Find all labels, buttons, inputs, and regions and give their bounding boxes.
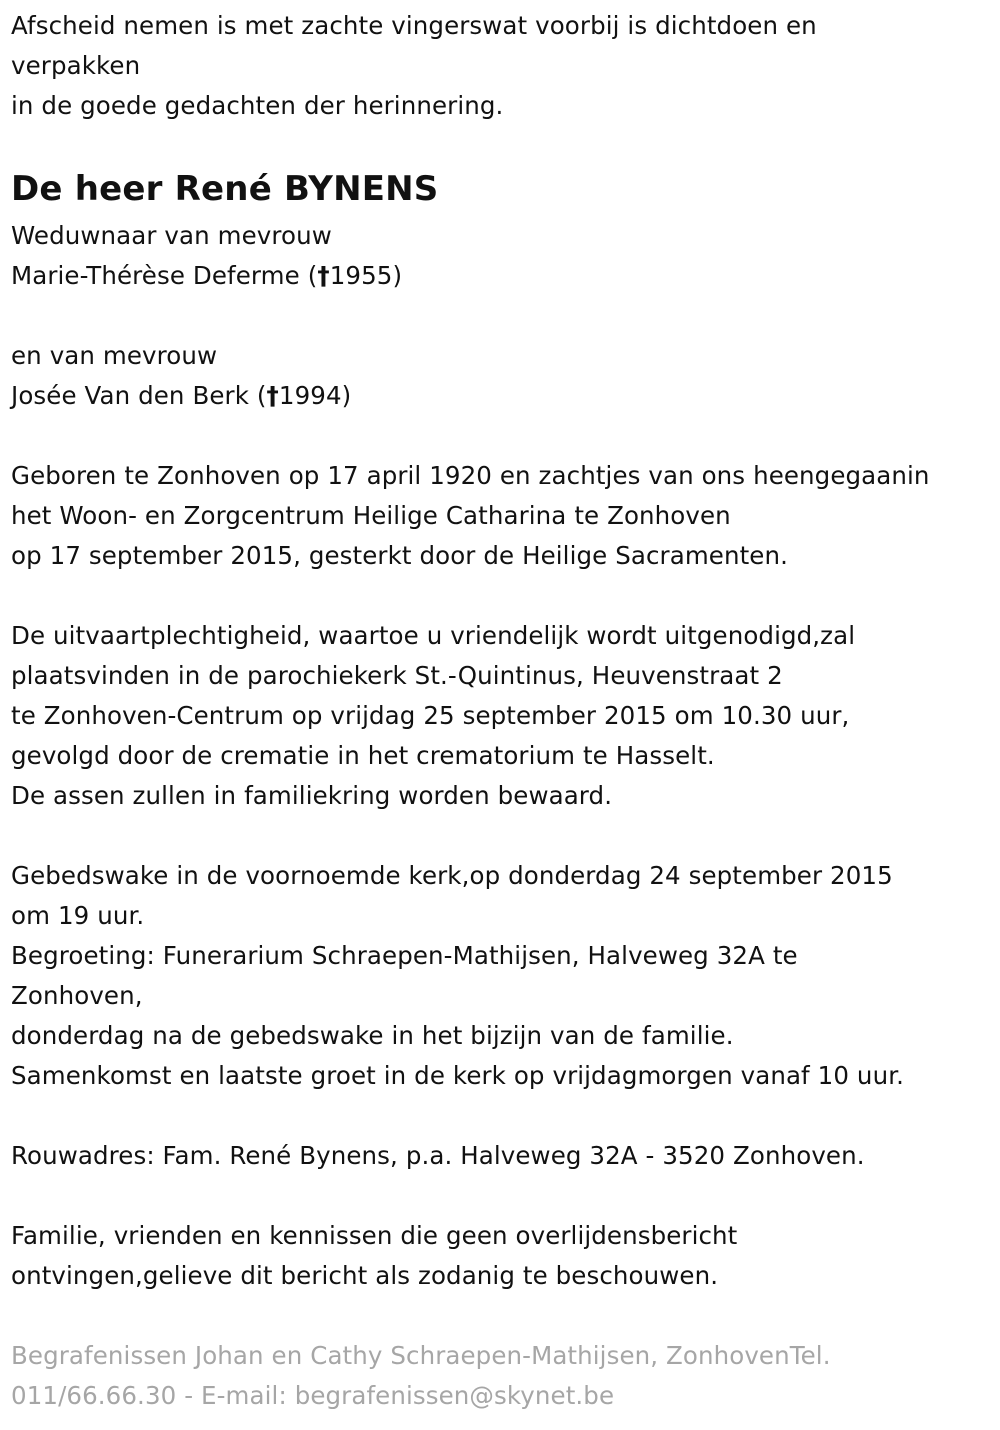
spouse-section-2 xyxy=(11,336,986,416)
spouse-1-name-text: Marie-Thérèse Deferme ( xyxy=(11,261,318,290)
spacer xyxy=(11,416,986,456)
intro-line: verpakken xyxy=(11,51,141,80)
birth-death-paragraph xyxy=(11,456,986,576)
paragraph-line: het Woon- en Zorgcentrum Heilige Catharina te Zonhoven xyxy=(11,501,731,530)
obituary-notice xyxy=(11,6,986,1416)
paragraph-line: donderdag na de gebedswake in het bijzijn van de familie. xyxy=(11,1021,734,1050)
footer-line: Begrafenissen Johan en Cathy Schraepen-Mathijsen, ZonhovenTel. xyxy=(11,1341,831,1370)
paragraph-line: plaatsvinden in de parochiekerk St.-Quintinus, Heuvenstraat 2 xyxy=(11,661,783,690)
deceased-name: De heer René BYNENS xyxy=(11,169,439,209)
paragraph-line: De uitvaartplechtigheid, waartoe u vriendelijk wordt uitgenodigd,zal xyxy=(11,621,856,650)
spouse-2-year: 1994) xyxy=(278,381,352,410)
paragraph-line: Zonhoven, xyxy=(11,981,143,1010)
paragraph-line: te Zonhoven-Centrum op vrijdag 25 september 2015 om 10.30 uur, xyxy=(11,701,850,730)
paragraph-line: Geboren te Zonhoven op 17 april 1920 en zachtjes van ons heengegaanin xyxy=(11,461,930,490)
paragraph-line: Samenkomst en laatste groet in de kerk op vrijdagmorgen vanaf 10 uur. xyxy=(11,1061,905,1090)
mourning-address xyxy=(11,1136,986,1176)
funeral-paragraph xyxy=(11,616,986,816)
intro-line: in de goede gedachten der herinnering. xyxy=(11,91,504,120)
spouse-1-label: Weduwnaar van mevrouw xyxy=(11,221,332,250)
paragraph-line: Gebedswake in de voornoemde kerk,op donderdag 24 september 2015 xyxy=(11,861,893,890)
intro-verse xyxy=(11,6,986,126)
spacer xyxy=(11,576,986,616)
paragraph-line: ontvingen,gelieve dit bericht als zodanig te beschouwen. xyxy=(11,1261,719,1290)
spouse-2-name-text: Josée Van den Berk ( xyxy=(11,381,267,410)
spacer xyxy=(11,1096,986,1136)
spacer xyxy=(11,296,986,336)
spacer xyxy=(11,816,986,856)
address-line: Rouwadres: Fam. René Bynens, p.a. Halveweg 32A - 3520 Zonhoven. xyxy=(11,1141,865,1170)
paragraph-line: gevolgd door de crematie in het crematorium te Hasselt. xyxy=(11,741,715,770)
wake-paragraph xyxy=(11,856,986,1096)
cross-icon: † xyxy=(266,381,279,410)
spacer xyxy=(11,1296,986,1336)
notice-paragraph xyxy=(11,1216,986,1296)
paragraph-line: om 19 uur. xyxy=(11,901,145,930)
paragraph-line: op 17 september 2015, gesterkt door de Heilige Sacramenten. xyxy=(11,541,788,570)
spacer xyxy=(11,1176,986,1216)
footer-line: 011/66.66.30 - E-mail: begrafenissen@skynet.be xyxy=(11,1381,615,1410)
spouse-1-year: 1955) xyxy=(329,261,403,290)
spouse-2-name xyxy=(11,376,986,416)
cross-icon: † xyxy=(317,261,330,290)
intro-line: Afscheid nemen is met zachte vingerswat voorbij is dichtdoen en xyxy=(11,11,817,40)
spouse-2-label: en van mevrouw xyxy=(11,341,218,370)
paragraph-line: Familie, vrienden en kennissen die geen overlijdensbericht xyxy=(11,1221,738,1250)
paragraph-line: Begroeting: Funerarium Schraepen-Mathijsen, Halveweg 32A te xyxy=(11,941,798,970)
paragraph-line: De assen zullen in familiekring worden bewaard. xyxy=(11,781,613,810)
funeral-home-footer xyxy=(11,1336,986,1416)
spouse-section-1 xyxy=(11,216,986,296)
spouse-1-name xyxy=(11,256,986,296)
